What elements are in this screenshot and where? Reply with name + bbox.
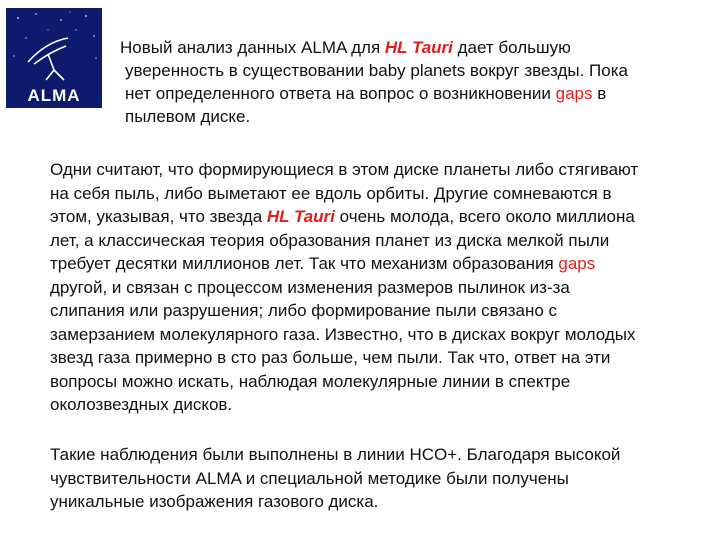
para1-line-3: этом, указывая, что звезда HL Tauri очень молода, всего около миллиона xyxy=(50,207,635,226)
para1-line-2: на себя пыль, либо выметают ее вдоль орбиты. Другие сомневаются в xyxy=(50,183,612,203)
intro-paragraph xyxy=(120,36,700,128)
svg-text:ALMA: ALMA xyxy=(27,86,81,105)
para2-line-1: Такие наблюдения были выполнены в линии HCO+. Благодаря высокой xyxy=(50,445,621,464)
para1-line-11: околозвездных дисков. xyxy=(50,395,233,414)
para1-line-6: другой, и связан с процессом изменения размеров пылинок из-за xyxy=(50,277,570,297)
gaps-highlight: gaps xyxy=(558,254,596,273)
para2-line-3: уникальные изображения газового диска. xyxy=(50,492,379,511)
intro-line-2: уверенность в существовании baby planets вокруг звезды. Пока xyxy=(125,61,628,80)
hl-tauri-highlight: HL Tauri xyxy=(384,38,453,57)
intro-line-4: пылевом диске. xyxy=(125,107,251,126)
alma-logo xyxy=(6,8,102,108)
para1-line-9: звезд газа примерно в сто раз больше, чем пыли. Так что, ответ на эти xyxy=(50,348,611,367)
para1-line-7: слипания или разрушения; либо формирование пыли связано с xyxy=(50,301,558,320)
alma-antenna-logo-icon xyxy=(6,8,102,108)
body-paragraph-1 xyxy=(50,158,700,417)
para1-line-8: замерзанием молекулярного газа. Известно, что в дисках вокруг молодых xyxy=(50,324,636,344)
para2-line-2: чувствительности ALMA и специальной методике были получены xyxy=(50,468,569,488)
para1-line-1: Одни считают, что формирующиеся в этом диске планеты либо стягивают xyxy=(50,160,639,179)
intro-line-1: Новый анализ данных ALMA для HL Tauri дает большую xyxy=(120,38,571,57)
para1-line-5: требует десятки миллионов лет. Так что механизм образования gaps xyxy=(50,254,596,273)
body-paragraph-2 xyxy=(50,443,700,514)
para1-line-4: лет, а классическая теория образования планет из диска мелкой пыли xyxy=(50,230,610,250)
intro-line-3: нет определенного ответа на вопрос о возникновении gaps в xyxy=(125,84,607,103)
para1-line-10: вопросы можно искать, наблюдая молекулярные линии в спектре xyxy=(50,371,571,391)
gaps-highlight: gaps xyxy=(555,84,593,103)
hl-tauri-highlight: HL Tauri xyxy=(266,207,335,226)
